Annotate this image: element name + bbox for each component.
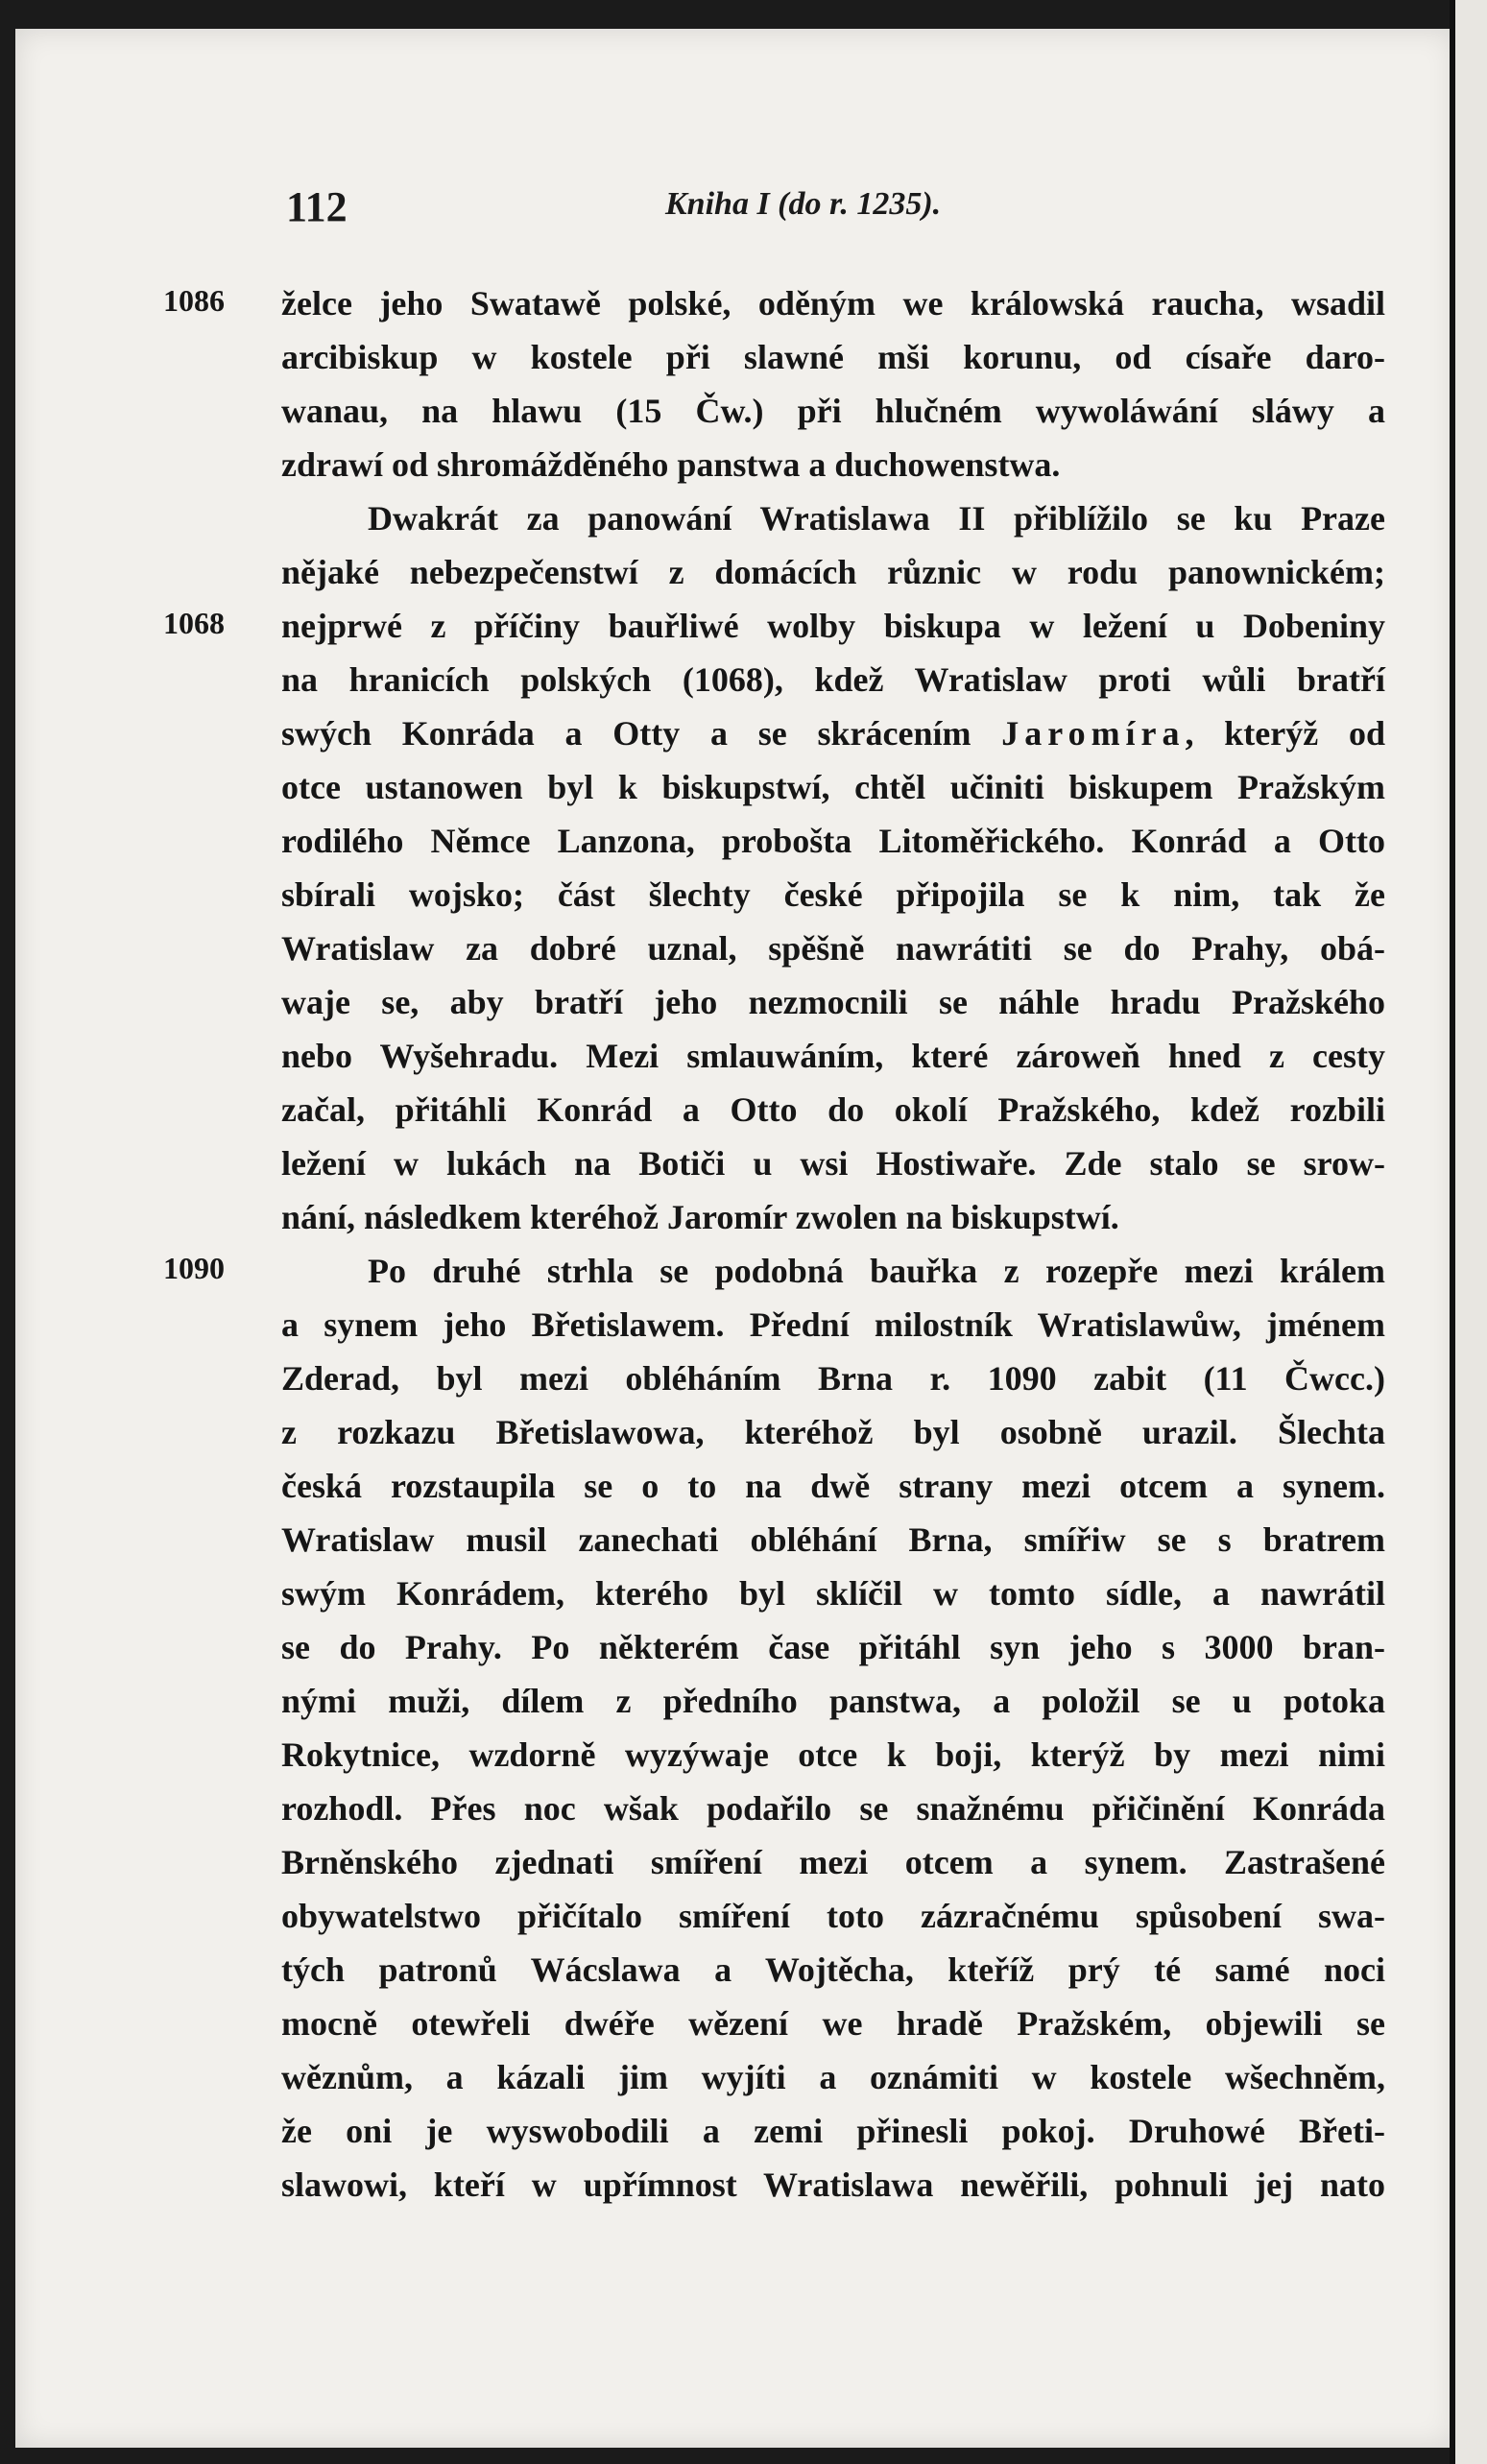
text-line: rodilého Němce Lanzona, probošta Litoměřického. Konrád a Otto xyxy=(281,822,1385,860)
text-line: nejprwé z příčiny bauřliwé wolby biskupa w ležení u Dobeniny xyxy=(281,607,1385,645)
text-line: nání, následkem kteréhož Jaromír zwolen na biskupstwí. xyxy=(281,1198,1119,1236)
text-line: Wratislaw za dobré uznal, spěšně nawrátiti se do Prahy, obá- xyxy=(281,929,1385,968)
adjacent-page-edge xyxy=(1450,0,1487,2464)
page-number: 112 xyxy=(286,183,348,230)
text-line: arcibiskup w kostele při slawné mši korunu, od císaře daro- xyxy=(281,338,1385,376)
text-line: nějaké nebezpečenstwí z domácích různic w rodu panownickém; xyxy=(281,553,1385,591)
text-line: že oni je wyswobodili a zemi přinesli pokoj. Druhowé Břeti- xyxy=(281,2112,1385,2150)
text-line: Rokytnice, wzdorně wyzýwaje otce k boji, kterýž by mezi nimi xyxy=(281,1735,1385,1774)
text-line: slawowi, kteří w upřímnost Wratislawa newěřili, pohnuli jej nato xyxy=(281,2165,1385,2204)
body-text xyxy=(281,276,1385,2212)
text-line: se do Prahy. Po některém čase přitáhl syn jeho s 3000 bran- xyxy=(281,1628,1385,1666)
margin-year-1068: 1068 xyxy=(163,606,225,640)
text-line xyxy=(281,706,1385,760)
text-line: rozhodl. Přes noc wšak podařilo se snažnému přičinění Konráda xyxy=(281,1789,1385,1828)
text-line: zdraw​í od shromážděného panstwa a duchowenstwa. xyxy=(281,445,1061,484)
text-line: Wratislaw musil zanechati obléhání Brna, smířiw se s bratrem xyxy=(281,1520,1385,1559)
text-line: Zderad, byl mezi obléháním Brna r. 1090 zabit (11 Čwcc.) xyxy=(281,1359,1385,1398)
text-fragment: , kterýž od xyxy=(1185,714,1385,753)
text-line: obywatelstwo přičítalo smíření toto zázračnému spůsobení swa- xyxy=(281,1897,1385,1935)
text-line: Po druhé strhla se podobná bauřka z rozepře mezi králem xyxy=(368,1252,1385,1290)
text-line: wanau, na hlawu (15 Čw.) při hlučném wywoláwání sláwy a xyxy=(281,392,1385,430)
spaced-name: Jaromíra xyxy=(1001,714,1186,753)
text-line: waje se, aby bratří jeho nezmocnili se náhle hradu Pražského xyxy=(281,983,1385,1021)
text-line: ležení w lukách na Botiči u wsi Hostiwaře. Zde stalo se srow- xyxy=(281,1144,1385,1183)
text-line: z rozkazu Břetislawowa, kteréhož byl osobně urazil. Šlechta xyxy=(281,1413,1385,1451)
text-line: sbírali wojsko; část šlechty české připojila se k nim, tak že xyxy=(281,875,1385,914)
text-line: želce jeho Swatawě polské, oděným we králowská raucha, wsadil xyxy=(281,284,1385,323)
text-line: swým Konrádem, kterého byl sklíčil w tomto sídle, a nawrátil xyxy=(281,1574,1385,1613)
text-line: wěznům, a kázali jim wyjíti a oznámiti w kostele wšechněm, xyxy=(281,2058,1385,2096)
text-line: tých patronů Wácslawa a Wojtěcha, kteříž prý té samé noci xyxy=(281,1950,1385,1989)
text-line: mocně otewřeli dwéře wězení we hradě Pražském, objewili se xyxy=(281,2004,1385,2043)
text-line: Brněnského zjednati smíření mezi otcem a synem. Zastrašené xyxy=(281,1843,1385,1881)
text-line: začal, přitáhli Konrád a Otto do okolí Pražského, kdež rozbili xyxy=(281,1090,1385,1129)
page-header xyxy=(267,163,1438,240)
text-line: na hranicích polských (1068), kdež Wratislaw proti wůli bratří xyxy=(281,660,1385,699)
text-line: Dwakrát za panowání Wratislawa II přiblížilo se ku Praze xyxy=(368,499,1385,538)
text-line: nými muži, dílem z předního panstwa, a položil se u potoka xyxy=(281,1682,1385,1720)
text-line: otce ustanowen byl k biskupstwí, chtěl učiniti biskupem Pražským xyxy=(281,768,1385,806)
margin-year-1086: 1086 xyxy=(163,283,225,318)
text-fragment: swých Konráda a Otty a se skrácením xyxy=(281,714,971,753)
text-line: česká rozstaupila se o to na dwě strany mezi otcem a synem. xyxy=(281,1467,1385,1505)
text-line: a synem jeho Břetislawem. Přední milostník Wratislawůw, jménem xyxy=(281,1305,1385,1344)
running-title: Kniha I (do r. 1235). xyxy=(665,186,942,222)
margin-year-1090: 1090 xyxy=(163,1251,225,1285)
text-line: nebo Wyšehradu. Mezi smlauwáním, které zároweň hned z cesty xyxy=(281,1037,1385,1075)
